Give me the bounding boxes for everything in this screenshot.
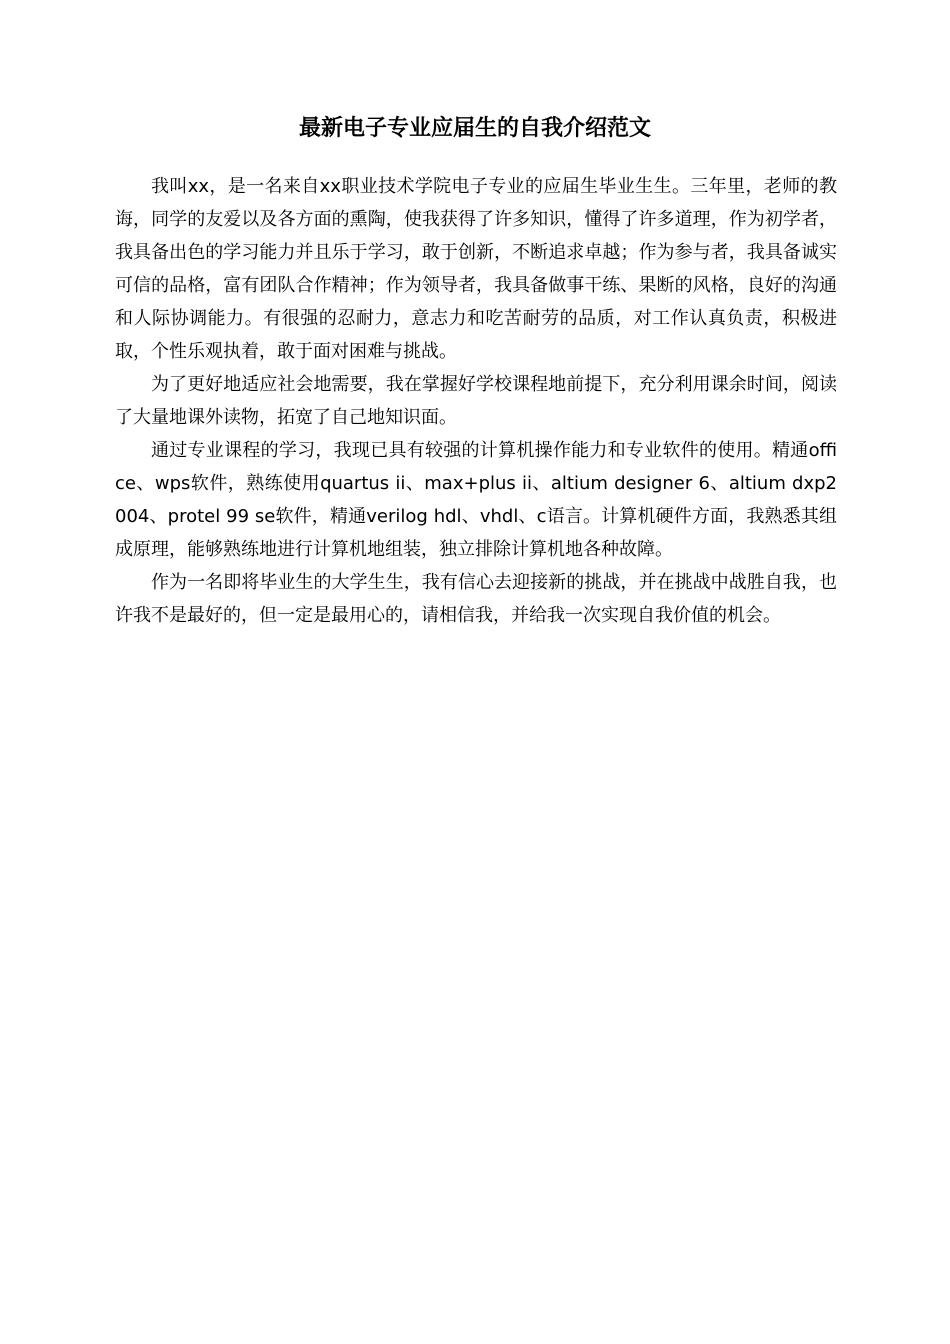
paragraph-self-study: 为了更好地适应社会地需要，我在掌握好学校课程地前提下，充分利用课余时间，阅读了大量地课外读物，拓宽了自己地知识面。	[115, 374, 837, 428]
document-body	[115, 170, 837, 632]
paragraph-closing: 作为一名即将毕业生的大学生生，我有信心去迎接新的挑战，并在挑战中战胜自我，也许我不是最好的，但一定是最用心的，请相信我，并给我一次实现自我价值的机会。	[115, 572, 837, 626]
document-title: 最新电子专业应届生的自我介绍范文	[298, 116, 651, 141]
paragraph-skills: 通过专业课程的学习，我现已具有较强的计算机操作能力和专业软件的使用。精通office、wps软件，熟练使用quartus ii、max+plus ii、altium designer 6、altium dxp2004、protel 99 se软件，精通verilog hdl、vhdl、c语言。计算机硬件方面，我熟悉其组成原理，能够熟练地进行计算机地组装，独立排除计算机地各种故障。	[115, 440, 837, 560]
paragraph-introduction: 我叫xx，是一名来自xx职业技术学院电子专业的应届生毕业生生。三年里，老师的教诲，同学的友爱以及各方面的熏陶，使我获得了许多知识，懂得了许多道理，作为初学者，我具备出色的学习能力并且乐于学习，敢于创新，不断追求卓越；作为参与者，我具备诚实可信的品格，富有团队合作精神；作为领导者，我具备做事干练、果断的风格，良好的沟通和人际协调能力。有很强的忍耐力，意志力和吃苦耐劳的品质，对工作认真负责，积极进取，个性乐观执着，敢于面对困难与挑战。	[115, 176, 837, 362]
